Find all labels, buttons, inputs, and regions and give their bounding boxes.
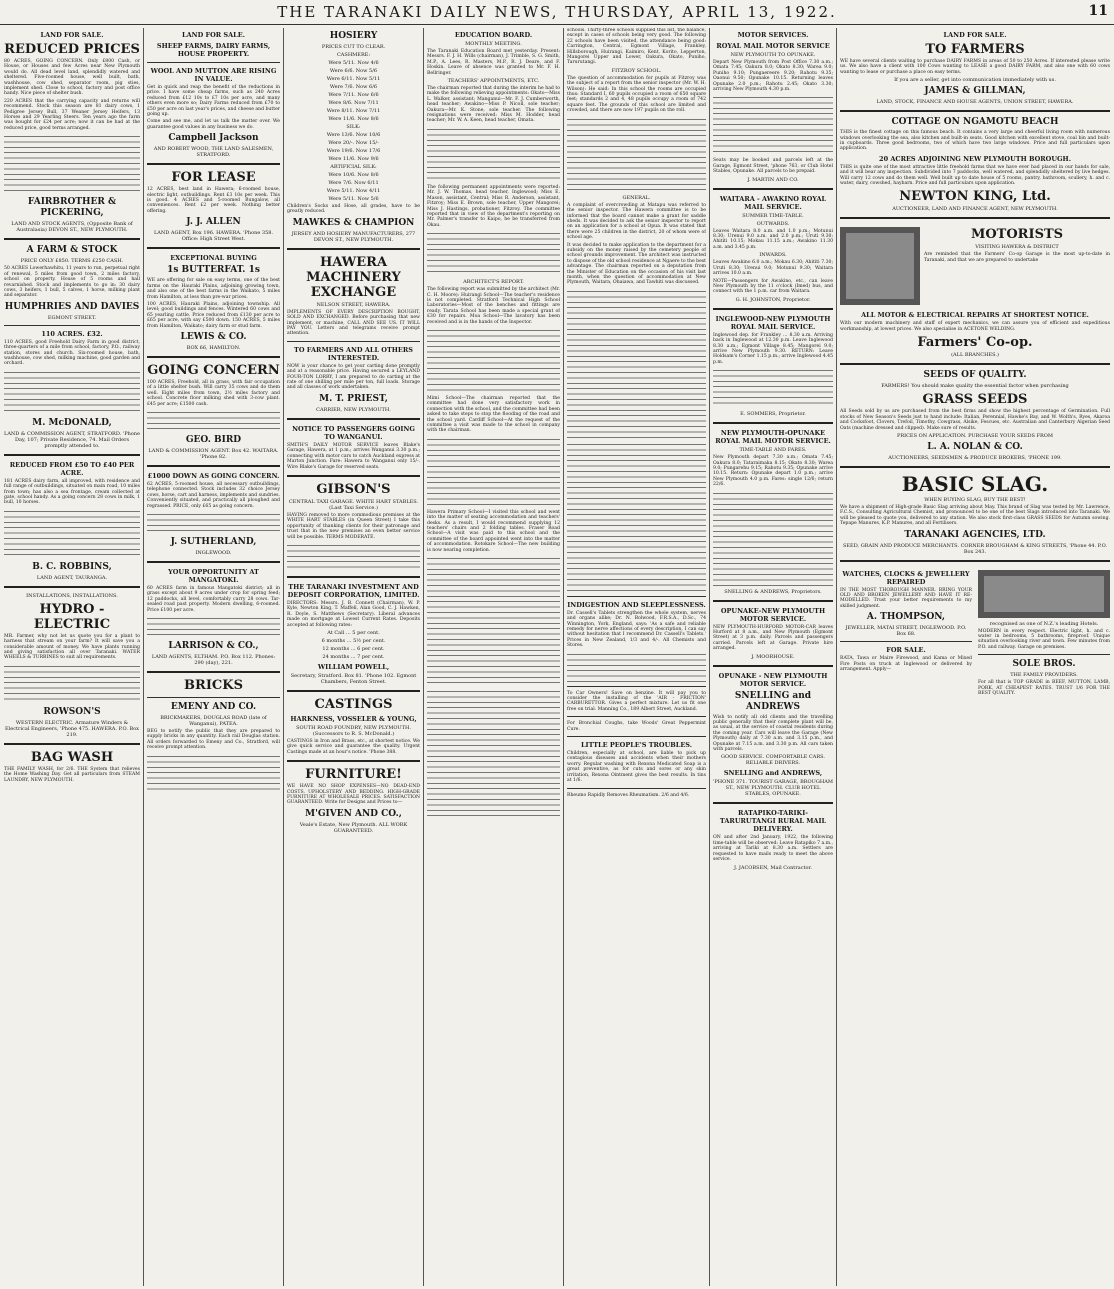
rate-line: 24 months ... 7 per cent. — [322, 653, 385, 660]
ad-text: THE FAMILY WASH, for 2/6. THE System that relieves the Home Washing Day. Get all particulars from STEAM LAUNDRY, NEW PLYMOUTH. — [4, 766, 140, 783]
ad-text: WE have several clients waiting to purchase DAIRY FARMS in areas of 50 to 250 Acres. If interested please write us. We also have a client with 100 Cows wanting to LEASE a good DAIRY FARM, and also one with 60 cows wanting to lease or purchase a place on easy terms. — [840, 59, 1110, 75]
ad-text: IN THE MOST THOROUGH MANNER. BRING YOUR OLD AND BROKEN JEWELLERY AND HAVE IT RE-MODELLED. Trust your better requirements to my skilled judgment. — [840, 587, 972, 609]
ad-title: Farmers' Co-op. — [917, 335, 1033, 351]
section-header: LAND FOR SALE. — [40, 31, 104, 39]
ad-text: BEG to notify the public that they are prepared to supply bricks in any quantity. Each rail Douglas station. All orders forwarded to Emeny and Co., Stratford, will receive prompt attention. — [147, 729, 280, 751]
ad-subtitle: SUMMER TIME-TABLE. — [742, 212, 804, 219]
page-number: 11 — [1088, 3, 1108, 19]
ad-text: MODERN in every respect. Electric light, h. and c. water in bedrooms, 5 bathrooms, fireproof. Unique situation overlooking river and town. Few minutes from P.O. and railway. Garage on premises. — [978, 628, 1110, 650]
ad-subtitle: EGMONT STREET. — [47, 314, 97, 321]
text-block — [147, 410, 280, 432]
divider — [567, 686, 706, 687]
ad-title: COTTAGE ON NGAMOTU BEACH — [891, 117, 1059, 128]
ad-subtitle: TIME-TABLE AND FARES. — [739, 447, 807, 454]
price-group-title: CASHMERE: — [336, 52, 371, 58]
price-group-title: SILK: — [346, 124, 361, 130]
article-subheading: ARCHITECT'S REPORT. — [463, 279, 524, 286]
ad-text: 110 ACRES, good Freehold Dairy Farm in good district, three-quarters of a mile from school, factory, P.O., railway station, stores and church. Six-roomed house, bath, washhouse, cow shed, milking machine, good garden and orchard. — [4, 339, 140, 367]
ad-text: Leaves Awakino 6.0 a.m.; Mokau 6.30; Ahititi 7.30; Uruti 8.30; Urenui 9.0; Motunui 9.30; Waitara arrives 10.0 a.m. — [713, 260, 833, 277]
price-line: Were 5/11. Now 4/11 — [326, 188, 381, 194]
divider — [567, 788, 706, 789]
column-rule — [709, 28, 710, 1286]
ad-subtitle: NEW PLYMOUTH TO OPUNAKE. — [730, 52, 816, 58]
price-line: Were 5/11. Now 4/6 — [328, 60, 379, 66]
ad-title: M. McDONALD, — [32, 417, 112, 428]
price-line: Were 20/-. Now 15/- — [328, 140, 379, 146]
ad-subtitle: recognised as one of N.Z.'s leading Hotels. — [989, 620, 1099, 627]
divider — [4, 586, 140, 588]
divider — [713, 422, 833, 424]
ad-subtitle: LAND AND STOCK AGENTS, (Opposite Bank of Australasia) DEVON ST., NEW PLYMOUTH. — [11, 221, 133, 234]
text-block — [567, 652, 706, 682]
ad-title: HOSIERY — [329, 31, 378, 41]
article-text: To Car Owners! Save on benzine. It will pay you to consider the installing of the 'AIR - FRICTION' CARBURETTOR. Gives a perfect mixture. Let us fit one free on trial. Manning Co., 189 Albert Street, Auckland. — [567, 690, 706, 712]
ad-contact: J. MARTIN AND CO. — [747, 176, 799, 183]
text-block — [4, 134, 140, 194]
column-rule — [143, 28, 144, 1286]
divider — [840, 641, 972, 642]
divider — [840, 560, 1110, 562]
divider — [713, 188, 833, 190]
ad-text: 100 ACRES, Freehold, all in grass, with fair occupation of a little shelter bush. Will carry 35 cows and do them well. Eight miles from town, 2½ miles factory and school. Concrete floor milking shed with 3-cow plant. £45 per acre; £1500 cash. — [147, 379, 280, 407]
ad-title: THE TARANAKI INVESTMENT AND DEPOSIT CORPORATION, LIMITED. — [287, 582, 420, 599]
motorcar-illustration — [840, 227, 920, 305]
ad-title: B. C. ROBBINS, — [32, 561, 112, 572]
timetable-heading: INWARDS. — [759, 252, 787, 259]
text-block — [427, 231, 560, 276]
text-block — [4, 664, 140, 704]
text-block — [427, 689, 560, 819]
ad-subtitle: PRICE ONLY £850. TERMS £250 CASH. — [20, 258, 124, 265]
ad-title: A. THOMPSON, — [866, 612, 946, 623]
divider — [840, 110, 1110, 112]
divider — [287, 418, 420, 420]
column-rule — [836, 28, 837, 1286]
article-text: A complaint of overcrowding at Matapu was referred to the senior inspector. The Hawera committee is to be informed that the board cannot make a grant for saddle sheds. It was decided to ask the senior inspector to report on an application for a school at Opua. It was stated that there were 25 children in the district, 20 of whom were of school age. — [567, 202, 706, 241]
ad-text: New Plymouth depart 7.30 a.m.; Omata 7.45; Oakura 8.0; Tataraimaka 8.15; Okato 8.30; Warea 9.0; Pungarehu 9.15; Rahotu 9.35; Opunake arrive 10.15. Return: Opunake depart 1.0 p.m.; arrive New Plymouth 4.0 p.m. Fares: single 12/6; return 22/6. — [713, 455, 833, 488]
price-line: Were 7/11. Now 6/6 — [328, 92, 379, 98]
column-rule — [563, 28, 564, 1286]
price-line: Were 5/11. Now 5/6 — [328, 196, 379, 202]
ad-title: Campbell Jackson — [168, 133, 259, 144]
ad-text: IMPLEMENTS OF EVERY DESCRIPTION BOUGHT, SOLD AND EXCHANGED. Before purchasing that new implement, or machine, CALL AND SEE US. IT WILL PAY YOU. Letters and telegrams receive prompt attention. — [287, 309, 420, 337]
ad-text: SMITH'S DAILY MOTOR SERVICE leaves Blake's Garage, Hawera, at 1 p.m.; arrives Wanganui 3.30 p.m.; connecting with motor cars to catch Auckland express at Marton Junction. Fare: Hawera to Wanganui only 15/-. Wire Blake's Garage for reserved seats. — [287, 442, 420, 470]
article-text: Hawera Primary School—I visited this school and went into the matter of seating accommodation and teachers' desks. As a result, I would recommend supplying 12 teachers' chairs and 2 folding tables. Fraser Road School—A visit was paid to this school and the committee of the board appointed went into the matter of accommodation. Rotokare School—The new building is now nearing completion. — [427, 509, 560, 553]
divider — [4, 325, 140, 326]
ad-title: JAMES & GILLMAN, — [924, 86, 1026, 97]
article-text: It was decided to make application to the department for a subsidy on the money raised by the cemetery people of school grounds improvement. The architect was instructed to dispose of the old school residence at Ngaere to the best advantage. The chairman reported on a deputation from the Minister of Education on the occasion of his visit last month, when the question of accommodation at New Plymouth, Waitara, Ohaiawa, and Tawhiti was discussed. — [567, 242, 706, 286]
ad-text: 62 ACRES, 5-roomed house, all necessary outbuildings, telephone connected. Stock includes 32 choice Jersey cows, horse, cart and harness, implements and sundries. Conveniently situated, and practically all ploughed and regrassed. PRICE, only £65 as going concern. — [147, 481, 280, 509]
price-line: Were 6/6. Now 5/6 — [329, 68, 378, 74]
ad-title: LARRISON & CO., — [168, 641, 259, 652]
ad-text: All Seeds sold by us are purchased from the best firms and show the highest percentage of Germination. Full stocks of New Season's Seeds just to hand include: Italian, Perennial, Hawke's Bay, and W. Wolth's, Ryes, Akaroa and Cocksfoot, Clovers, Trefoil, Timothy, Cowgrass, Alsike, Fescues, etc. Australian and Canterbury Algerian Seed Oats (machine dressed and clipped). Make sure of results. — [840, 409, 1110, 431]
divider — [287, 341, 420, 342]
article-title: EDUCATION BOARD. — [454, 31, 533, 39]
article-text: Children, especially at school, are liable to pick up contagious diseases and accidents when their mothers worry. Regular washing with Rexona Medicated Soap is a great preventive, as for cuts and sores or any skin irritation, Rexona Ointment gives the best results. In tins at 1/6. — [567, 751, 706, 784]
price-line: Were 11/6. Now 8/6 — [328, 116, 379, 122]
ad-contact: G. H. JOHNSTON, Proprietor. — [735, 296, 811, 303]
column-1 — [4, 28, 140, 1286]
ad-text: Children's Socks and Hose, all grades, have to be greatly reduced. — [287, 204, 420, 215]
hotel-ad — [978, 567, 1110, 699]
ad-title: EMENY AND CO. — [170, 702, 257, 713]
ad-title: MAWKES & CHAMPION — [292, 217, 415, 228]
ad-contact: E. SOMMERS, Proprietor. — [740, 411, 806, 418]
price-line: Were 6/11. Now 5/11 — [326, 76, 381, 82]
ad-subtitle: VISITING HAWERA & DISTRICT — [975, 244, 1059, 251]
bottom-ads-row — [840, 567, 1110, 699]
ad-subtitle: AND ROBERT WOOD, THE LAND SALESMEN, STRATFORD. — [153, 146, 274, 159]
ad-subtitle: BOX 66, HAMILTON. — [186, 344, 241, 351]
timetable-block — [713, 95, 833, 155]
column-4 — [427, 28, 560, 1286]
ad-text: 12 ACRES, best land in Hawera; 6-roomed house, electric light, outbuildings. Rent £3 10s per week. This is good. 4 ACRES and 5-roomed Bungalow, all conveniences. Rent £2 per week. Nothing better offering. — [147, 187, 280, 214]
ad-subtitle: SOUTH ROAD FOUNDRY, NEW PLYMOUTH. (Successors to R. S. McDonald.) — [296, 724, 411, 737]
section-header: MOTOR SERVICES. — [737, 31, 809, 39]
text-block — [287, 543, 420, 571]
price-list — [287, 132, 420, 162]
article-text: The following permanent appointments were reported: Mr. J. W. Thomas, head teacher, Inglewood; Miss E. Mason, assistant, Central; Miss R. Anderson, assistant, Fitzroy; Miss E. Brown, sole teacher, Upper Mangorei; Miss J. Hastings, probationer, Fitzroy. The committee reported that in view of the department's reporting on Mr. Palmer's transfer to Kaipo, he be transferred from Okau. — [427, 184, 560, 228]
ad-text: 220 ACRES that the carrying capacity and returns will recommend. Stock this season are 81 dairy cows, 1 Pedigree Jersey Bull, 37 Weaner Jersey Heifers, 13 Horses and 29 Yearling Steers. Ten years ago the farm was bought for £24 per acre; now it can be had at the reduced price, good terms arranged. — [4, 98, 140, 131]
ad-title: FAIRBROTHER & PICKERING, — [27, 197, 117, 219]
ad-text: Wish to notify all old clients and the travelling public generally that their complete plant will be, as usual, at the service of coastal residents during the coming year. Cars will leave the Garage (New Plymouth) daily at 7.30 a.m. and 3.15 p.m., and Opunake at 7.15 a.m. and 3.30 p.m. All cars taken with parcels. — [713, 714, 833, 753]
ad-title: HARKNESS, VOSSELER & YOUNG, — [290, 714, 417, 723]
ad-title: FURNITURE! — [305, 767, 402, 783]
ad-subtitle: Secretary, Stratford. Box 81. 'Phone 102. Egmont Chambers, Fenton Street. — [290, 672, 417, 685]
article-text: Mimi School—The chairman reported that the committee had done very satisfactory work in connection with the school, and the committee had been asked to take steps to stop the flooding of the road and the school yard. Cardiff School—At the request of the committee a visit was made to the school in company with the chairman. — [427, 395, 560, 434]
ad-title: SHEEP FARMS, DAIRY FARMS, HOUSE PROPERTY. — [156, 42, 271, 58]
ad-subtitle: JEWELLER, MATAI STREET, INGLEWOOD. P.O. Box 68. — [845, 625, 967, 638]
text-block — [4, 370, 140, 415]
ad-title: REDUCED FROM £50 TO £40 PER ACRE. — [9, 460, 135, 477]
price-line: Were 8/11. Now 7/11 — [326, 108, 381, 114]
ad-subtitle: PRICES CUT TO CLEAR. — [321, 44, 386, 50]
price-line: Were 7/6. Now 6/11 — [328, 180, 379, 186]
divider — [567, 716, 706, 717]
ad-subtitle: GOOD SERVICE. COMFORTABLE CARS. RELIABLE DRIVERS. — [721, 754, 825, 767]
ad-title: WAITARA - AWAKINO ROYAL MAIL SERVICE. — [719, 194, 827, 211]
divider — [287, 248, 420, 250]
timetable-heading: OUTWARDS. — [756, 220, 790, 227]
text-block — [147, 512, 280, 534]
ad-subtitle: BRICKMAKERS, DOUGLAS ROAD (late of Wanganui), PATEA. — [160, 715, 267, 728]
article-subheading: FITZROY SCHOOL. — [611, 67, 662, 74]
divider — [147, 561, 280, 563]
ad-title: ROWSON'S — [43, 706, 101, 717]
price-list — [287, 60, 420, 122]
ad-text: We have a shipment of High-grade Basic Slag arriving about May. This brand of Slag was tested by Mr. Lawrence, F.C.S., Consulting Agricultural Chemist, and pronounced to be one of the best Slags introduced into Taranaki. We will be pleased to quote you, delivered to any station. We also stock first-class GRASS SEEDS for Autumn sowing. Tepape Manures, K.P. Manures, and all Fertilisers. — [840, 504, 1110, 527]
ad-title: 110 ACRES. £32. — [41, 329, 103, 338]
ad-subtitle: 'PHONE 371. TOURIST GARAGE, BROUGHAM ST., NEW PLYMOUTH. CLUB HOTEL STABLES, OPUNAKE. — [713, 779, 833, 798]
ad-title: L. A. NOLAN & CO. — [927, 441, 1023, 452]
ad-subtitle: INSTALLATIONS, INSTALLATIONS. — [26, 592, 118, 599]
ad-text: 60 ACRES farm in famous Mangatoki district; all in grass except about 9 acres under crop for spring feed; 12 paddocks, all level, comfortably carry 28 cows. Tar-sealed road past property. Modern dwelling, 6-roomed. Price £100 per acre. — [147, 586, 280, 613]
ad-text: MR. Farmer, why not let us quote you for a plant to harness that stream on your farm? It will save you a considerable amount of money. We have plants running and giving satisfaction all over Taranaki. WATER WHEELS & TURBINES to suit all requirements. — [4, 633, 140, 661]
ad-title: GOING CONCERN — [147, 362, 280, 378]
article-text: The Taranaki Education Board met yesterday. Present: Messrs. F. J. H. Wills (chairman), J. Trimble, S. G. Smith, M.P., A. Lees, R. Masters, M.P., R. J. Deare, and F. Hoskin. Leave of absence was granted to Mr. F. H. Bellringer. — [427, 49, 560, 76]
ad-title: 20 ACRES ADJOINING NEW PLYMOUTH BOROUGH. — [879, 154, 1071, 163]
motorists-copy — [924, 224, 1110, 308]
ad-title: HUMPHRIES AND DAVIES — [4, 301, 140, 312]
ad-title: TO FARMERS AND ALL OTHERS INTERESTED. — [294, 345, 413, 362]
article-text: Dr. Cassell's Tablets strengthen the whole system, nerves and organs alike; Dr. N. Bolwood, F.R.S.A., D.Sc., 74 Winnington, York, England, says: 'As a safe and reliable remedy for nerve affections of every description, I can say without hesitation that I recommend Dr. Cassell's Tablets.' Prices in New Zealand, 1/3 and 4/-. All Chemists and Stores. — [567, 610, 706, 649]
ad-subtitle: LAND, STOCK, FINANCE AND HOUSE AGENTS, UNION STREET, HAWERA. — [876, 99, 1074, 106]
divider — [840, 363, 1110, 365]
ad-subtitle: LAND AGENTS, ELTHAM. P.O. Box 112. Phones: 290 (day), 221. — [151, 654, 276, 667]
ad-title: HYDRO - ELECTRIC — [33, 601, 111, 632]
divider — [713, 600, 833, 602]
divider — [567, 736, 706, 737]
ad-text: 181 ACRES dairy farm, all improved, with residence and full range of outbuildings, situated on main road, 10 miles from town; has also a sea frontage, cream collected at gate, school handy. As a going concern 28 cows in milk, 1 bull, 10 horses. — [4, 478, 140, 506]
divider — [147, 62, 280, 63]
divider — [147, 163, 280, 165]
divider — [147, 356, 280, 358]
ad-title: ROYAL MAIL MOTOR SERVICE — [716, 42, 830, 50]
price-group-title: ARTIFICIAL SILK: — [330, 164, 377, 170]
ad-subtitle: If you are a seller, get into communication immediately with us. — [894, 77, 1056, 84]
ad-title: BAG WASH — [30, 749, 114, 765]
ad-title: INGLEWOOD-NEW PLYMOUTH ROYAL MAIL SERVICE. — [715, 314, 831, 331]
column-2 — [147, 28, 280, 1286]
divider — [4, 743, 140, 745]
ad-subtitle: LAND AGENT, TAURANGA. — [36, 574, 108, 581]
divider — [147, 465, 280, 467]
text-block — [567, 117, 706, 192]
text-block — [427, 328, 560, 393]
price-line: Were 11/6. Now 9/6 — [328, 156, 379, 162]
masthead — [0, 0, 1114, 25]
price-line: Were 13/6. Now 10/6 — [326, 132, 381, 138]
ad-text: HAVING removed to more commodious premises at the WHITE HART STABLES (in Queen Street) I take this opportunity of thanking clients for their patronage and trust that in the new premises an even better service will be possible. TERMS MODERATE. — [287, 512, 420, 540]
text-block — [147, 754, 280, 794]
article-text: schools. Thirty-three schools supplied this list, the balance, except in cases of schools being very good. The following 22 schools have been visited, the attendance being good: Carrington, Central, Egmont Village, Frankley, Hillsborough, Huirangi, Kaimiro, Kent, Korito, Lepperton, Mangorei Upper and Lower, Oakura, Okato, Puniho, Tarurutangi. — [567, 28, 706, 66]
ad-title: FOR LEASE — [171, 170, 256, 186]
ad-subtitle: JERSEY AND HOSIERY MANUFACTURERS, 277 DEVON ST., NEW PLYMOUTH. — [291, 230, 416, 243]
ad-title: J. SUTHERLAND, — [170, 537, 257, 547]
ad-text: DIRECTORS: Messrs. J. B. Connett (Chairman), W. P. Kyle, Newton King, T. Maffell, Alan Good, C. J. Hawken, R. Doyle, S. Matthews (Secretary). Liberal advances made on mortgage at Lowest Current Rates. Deposits accepted at following rates: — [287, 600, 420, 628]
ad-subtitle: AUCTIONEER, LAND AND FINANCE AGENT, NEW PLYMOUTH. — [892, 206, 1058, 213]
rate-line: 12 months ... 6 per cent. — [322, 645, 385, 652]
divider — [713, 308, 833, 310]
ad-title: YOUR OPPORTUNITY AT MANGATOKI. — [168, 568, 259, 584]
ad-contact: J. JACOBSEN, Mail Contractor. — [734, 864, 812, 871]
ad-title: MOTORISTS — [970, 227, 1064, 243]
ad-subtitle: NELSON STREET, HAWERA. — [316, 301, 391, 308]
price-list — [287, 172, 420, 202]
ad-text: NOW is your chance to get your carting done promptly and at a reasonable price. Having secured a LEYLAND FOUR-TON LORRY, I am prepared to do carting at the rate of one shilling per mile per ton, full loads. Storage and all classes of work undertaken. — [287, 363, 420, 391]
ad-title: J. J. ALLEN — [186, 217, 241, 228]
ad-title: TO FARMERS — [925, 42, 1025, 57]
divider — [287, 760, 420, 762]
ad-text: WE are offering for sale on easy terms, one of the best farms on the Hauraki Plains, adjoining growing town, and also one of the best farms in the Waikato, 5 miles from Hamilton, at less than pre-war prices. — [147, 278, 280, 300]
column-rule — [423, 28, 424, 1286]
ad-subtitle: (ALL BRANCHES.) — [951, 352, 999, 359]
ad-subtitle: WHEN BUYING SLAG, BUY THE BEST! — [924, 496, 1026, 503]
article-text: The following report was submitted by the architect (Mr. C. H. Moore): Huirangi School—The teacher's residence is not completed. Stratford Technical High School Laboratories—Most of the benches and fittings are ready. Tarata School has been made a special grant of £30 for repairs. Moa School—The lavatory has been received and is in the hands of the Inspector. — [427, 287, 560, 325]
ad-title: CASTINGS — [314, 696, 393, 712]
text-block — [567, 289, 706, 439]
text-block — [147, 616, 280, 638]
article-subtitle: MONTHLY MEETING. — [465, 41, 522, 47]
ad-subtitle: CARRIER, NEW PLYMOUTH. — [316, 406, 391, 413]
divider — [147, 671, 280, 673]
divider — [147, 247, 280, 249]
ad-title: EXCEPTIONAL BUYING — [170, 254, 257, 263]
ad-text: NEW PLYMOUTH-HURFORD MOTOR-CAR leaves Hurford at 8 a.m., and New Plymouth (Egmont Street) at 3 p.m. daily. Parcels and passengers carried. Parcels left at Garage. Private hire arranged. — [713, 624, 833, 652]
ad-text: ON and after 2nd January, 1922, the following time-table will be observed: Leave Ratapiko 7 a.m., arriving at Tariki at 8.30 a.m. Settlers are requested to have mails ready to meet the above service. — [713, 835, 833, 863]
ad-text: THIS is quite one of the most attractive little freehold farms that we have ever had placed in our hands for sale, and it will bear any inspection. Subdivided into 7 paddocks, well watered, and splendidly sheltered by live hedges. Will carry 12 cows and do them well. Well built up to date house of 5 rooms, pantry, bathroom, scullery, h. and c. water, dairy, cowshed, haybarn. Price and full particulars upon application. — [840, 164, 1110, 187]
ad-text: Leaves Waitara 8.0 a.m. and 1.0 p.m.; Motunui 8.30; Urenui 9.0 a.m. and 2.0 p.m.; Uruti 9.30; Ahititi 10.15; Mokau 11.15 a.m.; Awakino 11.30 a.m. and 3.45 p.m. — [713, 228, 833, 250]
motorists-ad — [840, 224, 1110, 308]
ad-subtitle: THE FAMILY PROVIDERS. — [1010, 672, 1078, 679]
ad-title: NEW PLYMOUTH-OPUNAKE ROYAL MAIL MOTOR SERVICE. — [715, 429, 831, 446]
ad-text: Inglewood dep. for Frankley ... 8.30 a.m. Arriving back in Inglewood at 12.30 p.m. Leave Inglewood 8.30 a.m.; Egmont Village 8.45; Mangorei 9.0; arrive New Plymouth 9.30. RETURN: Leave Holdsam's Corner 1.15 p.m.; arrive Inglewood 4.45 p.m. — [713, 332, 833, 365]
timetable-block — [713, 368, 833, 408]
ad-subtitle: SEED, GRAIN AND PRODUCE MERCHANTS. CORNER BROUGHAM & KING STREETS, 'Phone 44. P.O. Box 243. — [842, 542, 1107, 555]
ad-title: BRICKS — [184, 678, 243, 694]
ad-title: 1s BUTTERFAT. 1s — [167, 265, 260, 276]
timetable-block — [713, 491, 833, 586]
ad-title: NOTICE TO PASSENGERS GOING TO WANGANUI. — [292, 424, 415, 441]
ad-title: M'GIVEN AND CO., — [305, 808, 402, 819]
ad-subtitle: PRICES ON APPLICATION. PURCHASE YOUR SEEDS FROM — [897, 432, 1053, 439]
ad-title: LEWIS & CO. — [180, 331, 247, 342]
text-block — [427, 556, 560, 686]
text-block — [4, 509, 140, 559]
jeweller-ad — [840, 567, 972, 699]
newspaper-title: THE TARANAKI DAILY NEWS, THURSDAY, APRIL 13, 1922. — [277, 3, 837, 21]
rate-list — [287, 630, 420, 660]
ad-title: NEWTON KING, Ltd. — [899, 189, 1051, 205]
ad-title: WATCHES, CLOCKS & JEWELLERY REPAIRED — [842, 569, 970, 586]
ad-subtitle: LAND & COMMISSION AGENT, STRATFORD. 'Phone Day, 107; Private Residence, 74. Mail Orders promptly attended to. — [4, 430, 140, 449]
ad-text: Seats may be booked and parcels left at the Garage, Egmont Street, 'phone 763, or Club Hotel Stables, Opunake. All parcels to be prepaid. — [713, 158, 833, 175]
article-text: The question of accommodation for pupils at Fitzroy was the subject of a report from the senior inspector (Mr. W. H. Wilson): He said: In this school the rooms are occupied thus: Standard I, 60 pupils occupied a room of 650 square feet; standards 2 and 4, 48 pupils occupy a room of 742 square feet. The grounds of this school are limited and crowded, and there are now 197 pupils on the roll. — [567, 75, 706, 114]
price-line: Were 19/6. Now 17/6 — [326, 148, 381, 154]
ad-text: 80 ACRES, GOING CONCERN. Only £800 Cash, or House, or Houses and few Acres near New Plymouth would do. All dead level land, splendidly watered and sheltered. Five-roomed house, well built, bath, washhouse, cow shed, separator room, pig sties, implement shed. Close to school, factory and post office handy. Nice piece of shelter bush. — [4, 59, 140, 97]
column-5 — [567, 28, 706, 1286]
divider — [287, 576, 420, 578]
ad-title: OPUNAKE - NEW PLYMOUTH MOTOR SERVICE. — [718, 671, 828, 688]
divider — [840, 466, 1110, 468]
article-subheading: GENERAL. — [622, 194, 651, 201]
ad-text: Get in quick and reap the benefit of the reductions in price. I have some cheap farms, such as 240 Acres reduced from £12 10s to £7 10s per acre, and many others even more so; Dairy Farms reduced from £70 to £50 per acre on last year's prices, and cheese and butter going up. — [147, 85, 280, 118]
ad-subtitle: INGLEWOOD. — [195, 550, 232, 556]
text-block — [427, 127, 560, 182]
ad-title: RATAPIKO-TARIKI-TARURUTANGI RURAL MAIL DELIVERY. — [719, 809, 827, 834]
ad-title: SEEDS OF QUALITY. — [923, 370, 1027, 381]
ad-text: Come and see me, and let us talk the matter over. We guarantee good values in any business we do. — [147, 119, 280, 130]
ad-text: WE HAVE NO SHOP EXPENSES—NO DEAD-END COSTS. UPHOLSTERY AND BEDDING. HIGH-GRADE FURNITURE AT WHOLESALE PRICES. SATISFACTION GUARANTEED. Write for Designs and Prices to— — [287, 784, 420, 806]
ad-subtitle: WESTERN ELECTRIC. Armature Winders & Electrical Engineers, 'Phone 475. HAWERA. P.O. Box 219. — [5, 719, 139, 738]
ad-title: WILLIAM POWELL, — [317, 662, 390, 671]
ad-title: GRASS SEEDS — [922, 392, 1028, 408]
ad-title: M. T. PRIEST, — [319, 393, 388, 404]
ad-title: SNELLING and ANDREWS — [734, 690, 812, 712]
ad-title: HAWERA MACHINERY EXCHANGE — [306, 254, 401, 300]
ad-subtitle: Veale's Estate, New Plymouth. ALL WORK GUARANTEED. — [299, 821, 408, 834]
divider — [713, 665, 833, 667]
rate-line: 6 months ... 5½ per cent. — [321, 637, 386, 644]
ad-contact: J. MOORHOUSE. — [751, 653, 795, 660]
column-rule — [283, 28, 284, 1286]
ad-text: 50 ACRES Lowerhawhitu, 11 years to run, perpetual right of renewal, 5 miles from good town, 2 miles factory, school on property. House of 5 rooms and hall revarnished. Stock and implements to go in: 30 dairy cows, 3 heifers, 1 bull, 5 calves, 1 horse, milking plant and separator. — [4, 266, 140, 299]
ad-title: REDUCED PRICES — [4, 42, 140, 57]
ad-title: BASIC SLAG. — [901, 471, 1049, 496]
ad-title: OPUNAKE-NEW PLYMOUTH MOTOR SERVICE. — [720, 606, 826, 623]
rate-line: At Call ... 5 per cent. — [327, 629, 380, 636]
column-7 — [840, 28, 1110, 1286]
divider — [713, 802, 833, 804]
ad-subtitle: CENTRAL TAXI GARAGE. WHITE HART STABLES. (Last Taxi Service.) — [288, 498, 419, 511]
divider — [4, 454, 140, 456]
ad-title: A FARM & STOCK — [26, 245, 118, 256]
column-3 — [287, 28, 420, 1286]
ad-subtitle: LAND & COMMISSION AGENT. Box 42. WAITARA. 'Phone 82. — [148, 447, 279, 460]
price-line: Were 8/6. Now 7/11 — [328, 100, 379, 106]
ad-text: RATA, Tawa or Maire Firewood, and Kama or Mixed Fire Posts on truck at Inglewood or delivered by arrangement. Apply— — [840, 656, 972, 672]
divider — [567, 596, 706, 597]
ad-title: GEO. BIRD — [185, 434, 242, 445]
column-6 — [713, 28, 833, 1286]
ad-title: GIBSON'S — [316, 481, 391, 497]
ad-title: TARANAKI AGENCIES, LTD. — [904, 529, 1046, 540]
section-header: LAND FOR SALE. — [182, 31, 245, 39]
divider — [840, 217, 1110, 219]
ad-title: WOOL AND MUTTON ARE RISING IN VALUE. — [150, 67, 277, 83]
divider — [287, 690, 420, 692]
ad-subtitle: LAND AGENT, Box 196. HAWERA. 'Phone 358. Office: High Street West. — [153, 230, 274, 243]
article-subheading: TEACHERS' APPOINTMENTS, ETC. — [447, 78, 540, 85]
article-text: For Bronchial Coughs, take Woods' Great Peppermint Cure. — [567, 721, 706, 732]
article-text: Rheumo Rapidly Removes Rheumatism. 2/6 and 4/6. — [567, 792, 690, 798]
ad-title: FOR SALE. — [886, 646, 926, 655]
ad-text: THIS is the finest cottage on this famous beach. It contains a very large and cheerful living room with numerous windows overlooking the sea, also kitchen and built-in seats. Good kitchen with excellent stove, coal bin and built-in cupboards. Three good bedrooms, two of which have two large windows. Price and full particulars upon application. — [840, 130, 1110, 152]
article-title: INDIGESTION AND SLEEPLESSNESS. — [567, 600, 706, 609]
ad-text: Depart New Plymouth from Post Office 7.30 a.m.; Omata 7.45; Oakura 8.0; Okato 8.30; Warea 9.0; Puniho 9.10; Pungaereere 9.20; Rahotu 9.35; Oaonui 9.50; Opunake 10.15. Returning leaves Opunake 2.0 p.m.; Rahotu 2.45; Okato 3.30; arriving New Plymouth 4.30 p.m. — [713, 60, 833, 93]
text-block — [567, 442, 706, 592]
divider — [4, 238, 140, 240]
ad-text: For all that is TOP GRADE in BEEF, MUTTON, LAMB, PORK, AT CHEAPEST RATES. TRUST 1/6 FOR THE BEST QUALITY. — [978, 680, 1110, 696]
hotel-illustration — [978, 570, 1110, 618]
divider — [978, 654, 1110, 655]
ad-title: £1000 DOWN AS GOING CONCERN. — [147, 471, 280, 480]
ad-contact: SNELLING & ANDREWS, Proprietors. — [724, 588, 822, 595]
price-line: Were 7/6. Now 6/6 — [329, 84, 378, 90]
article-title: LITTLE PEOPLE'S TROUBLES. — [580, 741, 693, 750]
ad-text: With our modern machinery and staff of expert mechanics, we can assure you of efficient and expeditious workmanship, at lowest prices. We also specialise in ACETONE WELDING. — [840, 321, 1110, 332]
price-line: Were 10/6. Now 8/6 — [328, 172, 379, 178]
section-header: LAND FOR SALE. — [943, 31, 1007, 39]
ad-text: 100 ACRES, Hauraki Plains, adjoining township. All level; good buildings and fences. Wintered 60 cows and 65 yearling cattle. Price reduced from £130 per acre to £65 per acre, with say £500 down. 150 ACRES, 5 miles from Hamilton, Waikato; dairy farm or stud farm. — [147, 301, 280, 329]
ad-text: Are reminded that the Farmers' Co-op Garage is the most up-to-date in Taranaki, and that we are prepared to undertake — [924, 252, 1110, 263]
text-block — [427, 437, 560, 507]
ad-text: NOTE—Passengers for Awakino, etc., can leave New Plymouth by the 11 o'clock (Imed) bus, and connect with the 1 p.m. car from Waitara. — [713, 278, 833, 295]
divider — [287, 475, 420, 477]
divider — [147, 697, 280, 698]
ad-title: SNELLING and ANDREWS, — [723, 769, 823, 778]
article-text: The chairman reported that during the interim he had to make the following relieving appointments: Okato—Miss L. Walker, assistant; Manganui—Mr. F. J. Cumberworth, head teacher; Awakino—Miss P. Nicoll, sole teacher; Oakura—Mr. K. Stone, sole teacher. The following resignations were received: Miss M. Hodder, head teacher; Mr. W. A. Keen, head teacher, Omata. — [427, 86, 560, 124]
ad-title: SOLE BROS. — [1012, 659, 1076, 670]
ad-subtitle: FARMERS! You should make quality the essential factor when purchasing — [881, 383, 1069, 390]
ad-title: ALL MOTOR & ELECTRICAL REPAIRS AT SHORTEST NOTICE. — [861, 311, 1089, 320]
ad-subtitle: AUCTIONEERS, SEEDSMEN & PRODUCE BROKERS, 'PHONE 199. — [888, 454, 1062, 461]
ad-text: CASTINGS in Iron and Brass, etc., at shortest notice. We give quick service and guarantee the quality. Urgent Castings made at an hour's notice. 'Phone 388. — [287, 738, 420, 755]
